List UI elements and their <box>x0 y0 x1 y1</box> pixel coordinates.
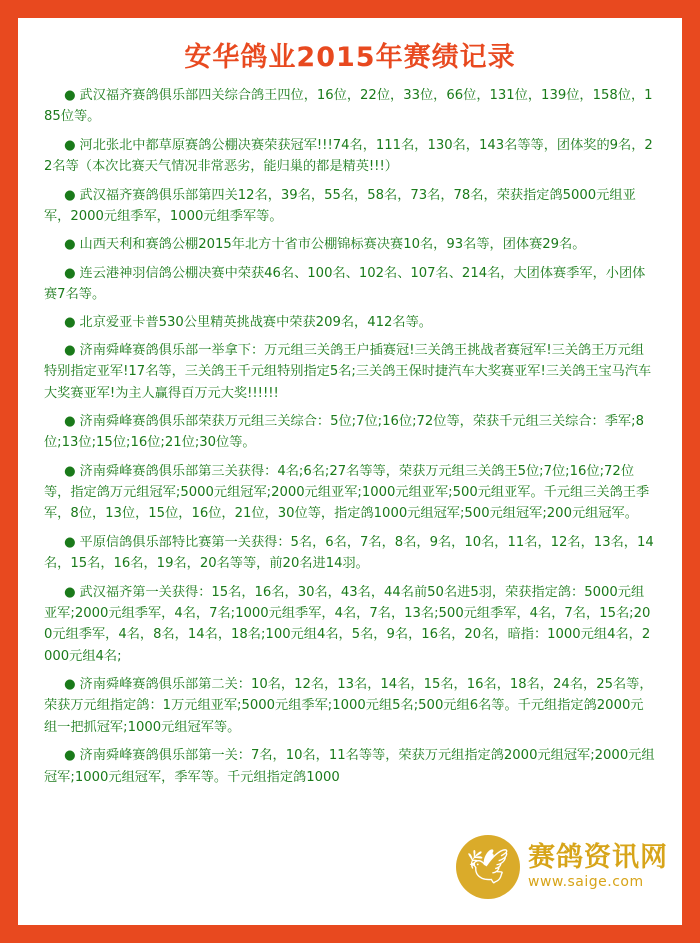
list-item <box>44 340 656 404</box>
list-item <box>44 582 656 668</box>
bullet-icon: ● <box>64 137 76 153</box>
pigeon-glyph: 🕊 <box>466 847 510 887</box>
list-item <box>44 674 656 738</box>
list-item <box>44 234 656 255</box>
bullet-icon: ● <box>64 237 76 253</box>
list-item <box>44 185 656 228</box>
bullet-icon: ● <box>64 315 76 331</box>
list-item <box>44 135 656 178</box>
watermark-text <box>528 843 668 890</box>
list-item-text: 河北张北中都草原赛鸽公棚决赛荣获冠军!!!74名，111名，130名，143名等等，团体奖的9名，22名等（本次比赛天气情况非常恶劣，能归巢的都是精英!!!） <box>44 137 653 175</box>
bullet-icon: ● <box>64 187 76 203</box>
bullet-icon: ● <box>64 342 76 358</box>
list-item-text: 济南舜峰赛鸽俱乐部第二关：10名，12名，13名，14名，15名，16名，18名，24名，25名等，荣获万元组指定鸽：1万元组亚军;5000元组季军;1000元组5名;500元组6名等。千元组指定鸽2000元组一把抓冠军;1000元组冠军等。 <box>44 677 653 735</box>
record-list <box>18 81 682 788</box>
bullet-icon: ● <box>64 677 76 693</box>
list-item-text: 武汉福齐第一关获得：15名，16名，30名，43名，44名前50名进5羽，荣获指定鸽：5000元组亚军;2000元组季军，4名，7名;1000元组季军，4名，7名，13名;500元组季军，4名，7名，15名;200元组季军，4名，8名，14名，18名;100元组4名，5名，9名，16名，20名，暗指：1000元组4名，2000元组4名; <box>44 584 651 664</box>
bullet-icon: ● <box>64 534 76 550</box>
list-item-text: 山西天利和赛鸽公棚2015年北方十省市公棚锦标赛决赛10名，93名等，团体赛29名。 <box>79 237 586 253</box>
list-item-text: 济南舜峰赛鸽俱乐部第三关获得：4名;6名;27名等等，荣获万元组三关鸽王5位;7位;16位;72位等，指定鸽万元组冠军;5000元组冠军;2000元组亚军;1000元组亚军;500元组亚军。千元组三关鸽王季军，8位，13位，15位，16位，21位，30位等，指定鸽1000元组冠军;500元组冠军;200元组冠军。 <box>44 463 650 522</box>
list-item-text: 武汉福齐赛鸽俱乐部四关综合鸽王四位，16位，22位，33位，66位，131位，139位，158位，185位等。 <box>44 88 653 125</box>
bullet-icon: ● <box>64 748 76 764</box>
watermark <box>456 835 668 899</box>
list-item-text: 济南舜峰赛鸽俱乐部荣获万元组三关综合：5位;7位;16位;72位等，荣获千元组三关综合：季军;8位;13位;15位;16位;21位;30位等。 <box>44 413 644 451</box>
bullet-icon: ● <box>64 265 76 281</box>
list-item-text: 连云港神羽信鸽公棚决赛中荣获46名、100名、102名、107名、214名，大团体赛季军，小团体赛7名等。 <box>44 265 646 303</box>
site-name: 赛鸽资讯网 <box>528 842 668 874</box>
list-item-text: 平原信鸽俱乐部特比赛第一关获得：5名，6名，7名，8名，9名，10名，11名，12名，13名，14名，15名，16名，19名，20名等等，前20名进14羽。 <box>44 534 654 572</box>
list-item <box>44 461 656 525</box>
list-item <box>44 411 656 454</box>
list-item <box>44 85 656 128</box>
list-item <box>44 312 656 333</box>
bullet-icon: ● <box>64 584 76 600</box>
bullet-icon: ● <box>64 413 76 429</box>
list-item-text: 济南舜峰赛鸽俱乐部一举拿下：万元组三关鸽王户插赛冠!三关鸽王挑战者赛冠军!三关鸽王万元组特别指定亚军!17名等，三关鸽王千元组特别指定5名;三关鸽王保时捷汽车大奖赛亚军!三关鸽王宝马汽车大奖赛亚军!为主人赢得百万元大奖!!!!!! <box>44 342 652 401</box>
list-item <box>44 532 656 575</box>
document-content-area <box>18 18 682 925</box>
bullet-icon: ● <box>64 463 76 479</box>
bullet-icon: ● <box>64 88 76 104</box>
list-item <box>44 745 656 788</box>
list-item-text: 武汉福齐赛鸽俱乐部第四关12名，39名，55名，58名，73名，78名，荣获指定鸽5000元组亚军，2000元组季军，1000元组季军等。 <box>44 187 636 224</box>
list-item-text: 济南舜峰赛鸽俱乐部第一关：7名，10名，11名等等，荣获万元组指定鸽2000元组冠军;2000元组冠军;1000元组冠军，季军等。千元组指定鸽1000 <box>44 748 655 785</box>
pigeon-icon <box>456 835 520 899</box>
list-item <box>44 263 656 306</box>
list-item-text: 北京爱亚卡普530公里精英挑战赛中荣获209名，412名等。 <box>79 315 432 331</box>
page-title: 安华鸽业2015年赛绩记录 <box>184 42 516 73</box>
site-url: www.saige.com <box>528 874 644 891</box>
